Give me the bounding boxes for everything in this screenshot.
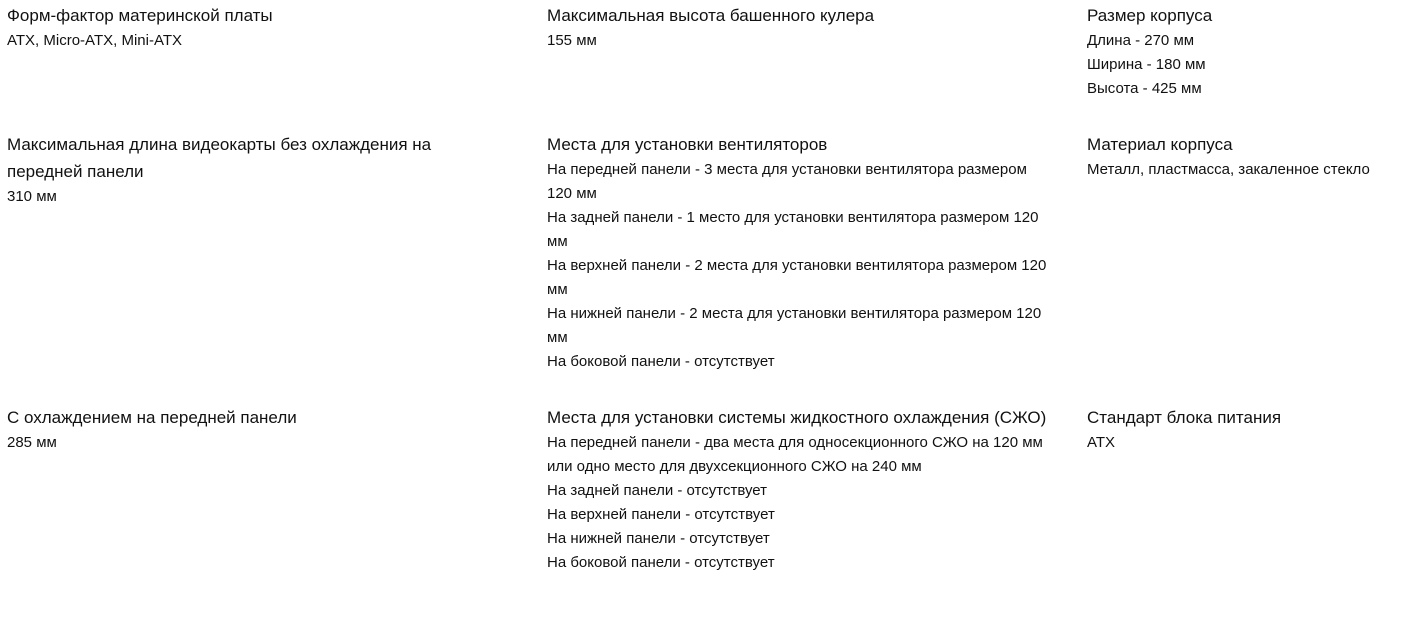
spec-value: На передней панели - 3 места для установки вентилятора размером 120 мм [547,161,1027,202]
spec-title: Форм-фактор материнской платы [7,6,273,25]
spec-values [1087,158,1397,182]
spec-title: Размер корпуса [1087,6,1213,25]
spec-liquid-cooling-mounts [547,404,1047,575]
spec-motherboard-form-factor [7,2,477,53]
spec-max-cooler-height [547,2,1047,53]
spec-value: На верхней панели - 2 места для установки вентилятора размером 120 мм [547,257,1047,298]
spec-values [1087,29,1397,101]
spec-value: На передней панели - два места для односекционного СЖО на 120 мм или одно место для двухсекционного СЖО на 240 мм [547,434,1043,475]
spec-value: Металл, пластмасса, закаленное стекло [1087,161,1370,178]
spec-title: Места для установки вентиляторов [547,135,828,154]
spec-values [1087,431,1397,455]
spec-value: Длина - 270 мм [1087,32,1195,49]
spec-title: Места для установки системы жидкостного охлаждения (СЖО) [547,408,1047,427]
spec-case-size [1087,2,1397,101]
spec-value: На нижней панели - отсутствует [547,530,770,547]
spec-case-material [1087,131,1397,182]
spec-values [7,185,477,209]
spec-values [547,431,1047,575]
spec-value: На задней панели - отсутствует [547,482,768,499]
spec-value: На верхней панели - отсутствует [547,506,775,523]
spec-values [7,431,477,455]
spec-value: На нижней панели - 2 места для установки вентилятора размером 120 мм [547,305,1042,346]
spec-values [7,29,477,53]
spec-values [547,158,1047,374]
spec-value: Высота - 425 мм [1087,80,1202,97]
spec-title: Материал корпуса [1087,135,1233,154]
spec-title: С охлаждением на передней панели [7,408,297,427]
spec-value: 310 мм [7,188,57,205]
spec-value: На боковой панели - отсутствует [547,554,775,571]
spec-value: На боковой панели - отсутствует [547,353,775,370]
spec-value: ATX [1087,434,1116,451]
spec-value: На задней панели - 1 место для установки вентилятора размером 120 мм [547,209,1039,250]
spec-value: ATX, Micro-ATX, Mini-ATX [7,32,183,49]
spec-title: Максимальная высота башенного кулера [547,6,875,25]
spec-title: Стандарт блока питания [1087,408,1282,427]
spec-max-gpu-length-no-front-cooling [7,131,477,209]
spec-gpu-length-with-front-cooling [7,404,477,455]
spec-psu-standard [1087,404,1397,455]
spec-title: Максимальная длина видеокарты без охлаждения на передней панели [7,135,432,181]
spec-value: Ширина - 180 мм [1087,56,1206,73]
spec-values [547,29,1047,53]
spec-value: 155 мм [547,32,597,49]
spec-fan-mounts [547,131,1047,374]
spec-value: 285 мм [7,434,57,451]
